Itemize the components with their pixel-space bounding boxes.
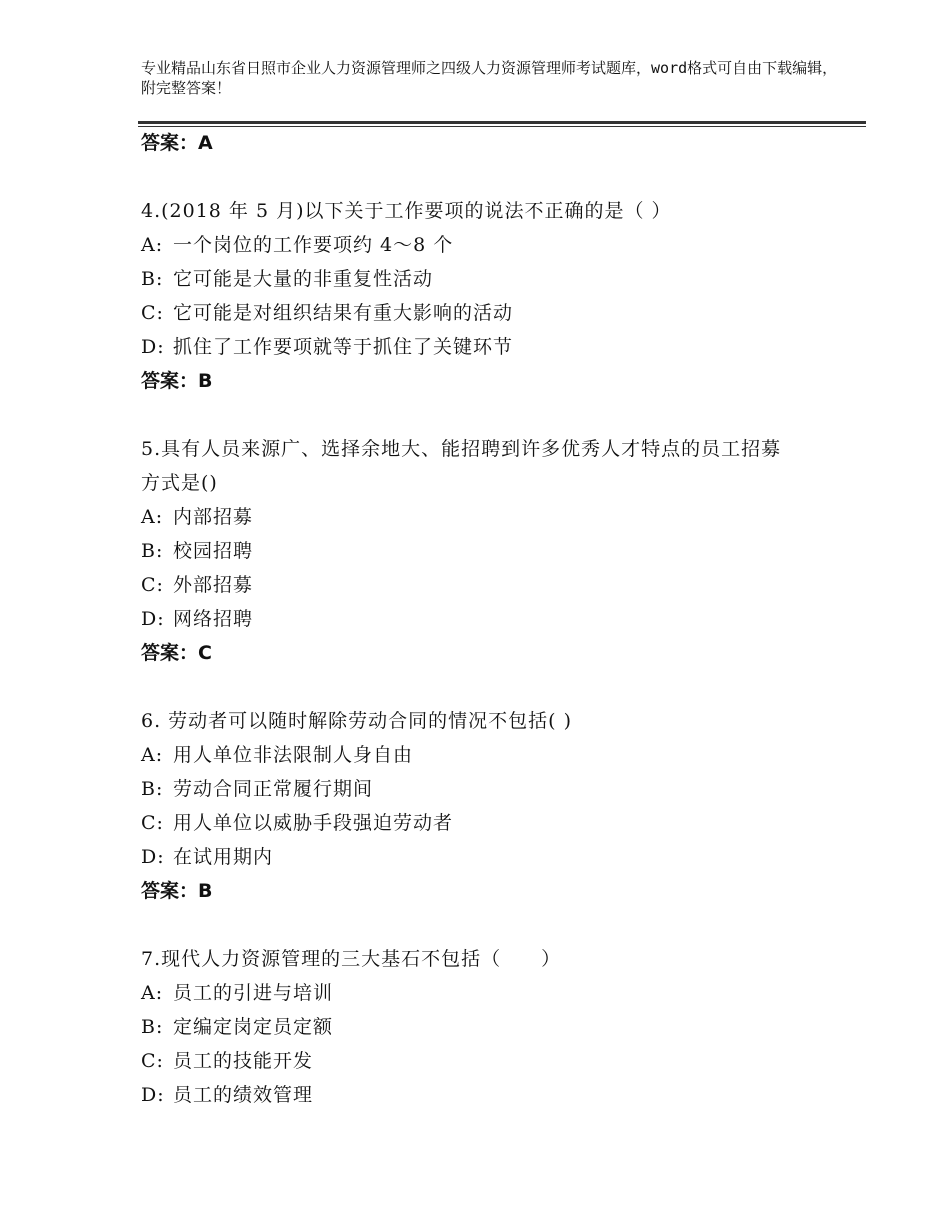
option-text: 员工的引进与培训 xyxy=(173,982,334,1004)
option-a xyxy=(141,500,841,534)
option-d xyxy=(141,330,841,364)
question-content xyxy=(141,126,841,1112)
option-b xyxy=(141,262,841,296)
option-letter: A: xyxy=(141,982,164,1004)
option-text: 抓住了工作要项就等于抓住了关键环节 xyxy=(173,336,514,358)
option-letter: C: xyxy=(141,812,164,834)
option-a xyxy=(141,228,841,262)
option-text: 网络招聘 xyxy=(173,608,254,630)
option-d xyxy=(141,1078,841,1112)
option-letter: D: xyxy=(141,336,165,358)
option-text: 内部招募 xyxy=(173,506,254,528)
question-4 xyxy=(141,194,841,398)
document-header xyxy=(141,58,841,98)
answer: 答案：B xyxy=(141,880,213,902)
answer: 答案：B xyxy=(141,370,213,392)
question-title: 5.具有人员来源广、选择余地大、能招聘到许多优秀人才特点的员工招募方式是() xyxy=(141,438,782,494)
header-rule-thick xyxy=(138,121,866,124)
option-a xyxy=(141,976,841,1010)
option-b xyxy=(141,534,841,568)
option-a xyxy=(141,738,841,772)
option-c xyxy=(141,296,841,330)
question-7 xyxy=(141,942,841,1112)
option-letter: B: xyxy=(141,1016,164,1038)
option-letter: A: xyxy=(141,234,164,256)
answer: 答案：C xyxy=(141,642,212,664)
option-text: 劳动合同正常履行期间 xyxy=(173,778,374,800)
option-d xyxy=(141,840,841,874)
option-text: 校园招聘 xyxy=(173,540,254,562)
option-text: 它可能是对组织结果有重大影响的活动 xyxy=(173,302,514,324)
header-text: 专业精品山东省日照市企业人力资源管理师之四级人力资源管理师考试题库，word格式可自由下载编辑，附完整答案！ xyxy=(141,59,838,97)
option-text: 外部招募 xyxy=(173,574,254,596)
question-5 xyxy=(141,432,841,670)
option-c xyxy=(141,568,841,602)
option-text: 用人单位以威胁手段强迫劳动者 xyxy=(173,812,454,834)
option-text: 一个岗位的工作要项约 4～8 个 xyxy=(173,234,454,256)
option-b xyxy=(141,1010,841,1044)
question-title: 4.(2018 年 5 月)以下关于工作要项的说法不正确的是（ ） xyxy=(141,200,672,222)
option-letter: D: xyxy=(141,1084,165,1106)
answer-previous: 答案：A xyxy=(141,132,213,154)
option-letter: B: xyxy=(141,268,164,290)
option-text: 它可能是大量的非重复性活动 xyxy=(173,268,434,290)
option-letter: C: xyxy=(141,1050,164,1072)
option-text: 用人单位非法限制人身自由 xyxy=(173,744,414,766)
option-letter: C: xyxy=(141,574,164,596)
option-text: 在试用期内 xyxy=(173,846,274,868)
option-letter: D: xyxy=(141,608,165,630)
option-b xyxy=(141,772,841,806)
option-letter: C: xyxy=(141,302,164,324)
option-letter: B: xyxy=(141,778,164,800)
option-text: 员工的技能开发 xyxy=(173,1050,314,1072)
option-text: 员工的绩效管理 xyxy=(173,1084,314,1106)
question-title: 7.现代人力资源管理的三大基石不包括（ ） xyxy=(141,948,562,970)
option-letter: A: xyxy=(141,506,164,528)
option-d xyxy=(141,602,841,636)
option-letter: D: xyxy=(141,846,165,868)
option-letter: B: xyxy=(141,540,164,562)
option-c xyxy=(141,806,841,840)
question-title: 6. 劳动者可以随时解除劳动合同的情况不包括( ) xyxy=(141,710,573,732)
option-c xyxy=(141,1044,841,1078)
option-letter: A: xyxy=(141,744,164,766)
question-6 xyxy=(141,704,841,908)
option-text: 定编定岗定员定额 xyxy=(173,1016,334,1038)
